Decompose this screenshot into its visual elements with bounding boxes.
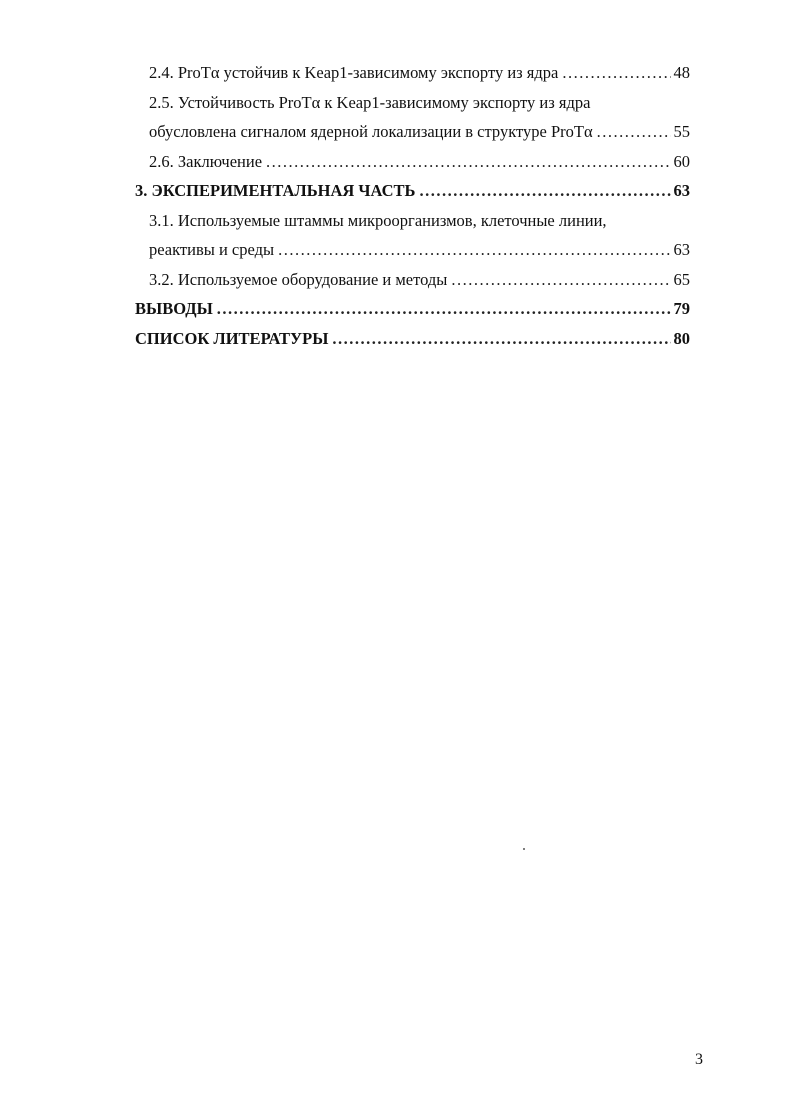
toc-entry-3-1[interactable] bbox=[135, 206, 690, 265]
toc-entry-title: обусловлена сигналом ядерной локализации в структуре ProTα bbox=[149, 122, 593, 141]
toc-entry-title: 2.6. Заключение bbox=[149, 151, 263, 171]
page-number: 3 bbox=[695, 1051, 703, 1068]
dot-leader bbox=[419, 176, 670, 206]
dot-leader bbox=[451, 265, 670, 295]
toc-entry-chapter-3[interactable] bbox=[135, 176, 690, 206]
dot-leader bbox=[217, 294, 671, 324]
toc-entry-page: 63 bbox=[673, 240, 690, 259]
toc-entry-title: 3.2. Используемое оборудование и методы bbox=[149, 269, 448, 289]
toc-entry-title-line1: 2.5. Устойчивость ProTα к Keap1-зависимому экспорту из ядра bbox=[149, 92, 591, 112]
toc-entry-page: 60 bbox=[673, 151, 690, 171]
dot-leader bbox=[562, 58, 670, 88]
scan-speck bbox=[523, 848, 525, 850]
toc-entry-page: 80 bbox=[673, 328, 690, 348]
toc-entry-page: 55 bbox=[673, 122, 690, 141]
toc-entry-references[interactable] bbox=[135, 324, 690, 354]
table-of-contents bbox=[135, 58, 690, 353]
dot-leader bbox=[266, 147, 670, 177]
toc-entry-page: 48 bbox=[673, 63, 690, 82]
toc-entry-3-2[interactable] bbox=[135, 265, 690, 295]
dot-leader bbox=[332, 324, 670, 354]
toc-entry-2-6[interactable] bbox=[135, 147, 690, 177]
toc-entry-title: СПИСОК ЛИТЕРАТУРЫ bbox=[135, 328, 329, 348]
toc-entry-title: ВЫВОДЫ bbox=[135, 299, 213, 318]
dot-leader bbox=[597, 117, 671, 147]
toc-entry-page: 79 bbox=[673, 299, 690, 318]
toc-entry-title: реактивы и среды bbox=[149, 240, 275, 259]
toc-entry-conclusions[interactable] bbox=[135, 294, 690, 324]
toc-entry-title: 2.4. ProTα устойчив к Keap1-зависимому экспорту из ядра bbox=[149, 63, 559, 82]
toc-entry-page: 65 bbox=[673, 269, 690, 289]
toc-entry-2-4[interactable] bbox=[135, 58, 690, 88]
toc-entry-2-5[interactable] bbox=[135, 88, 690, 147]
dot-leader bbox=[278, 235, 670, 265]
toc-entry-page: 63 bbox=[673, 181, 690, 200]
toc-entry-title-line1: 3.1. Используемые штаммы микроорганизмов, клеточные линии, bbox=[149, 210, 607, 230]
toc-entry-title: 3. ЭКСПЕРИМЕНТАЛЬНАЯ ЧАСТЬ bbox=[135, 181, 416, 200]
